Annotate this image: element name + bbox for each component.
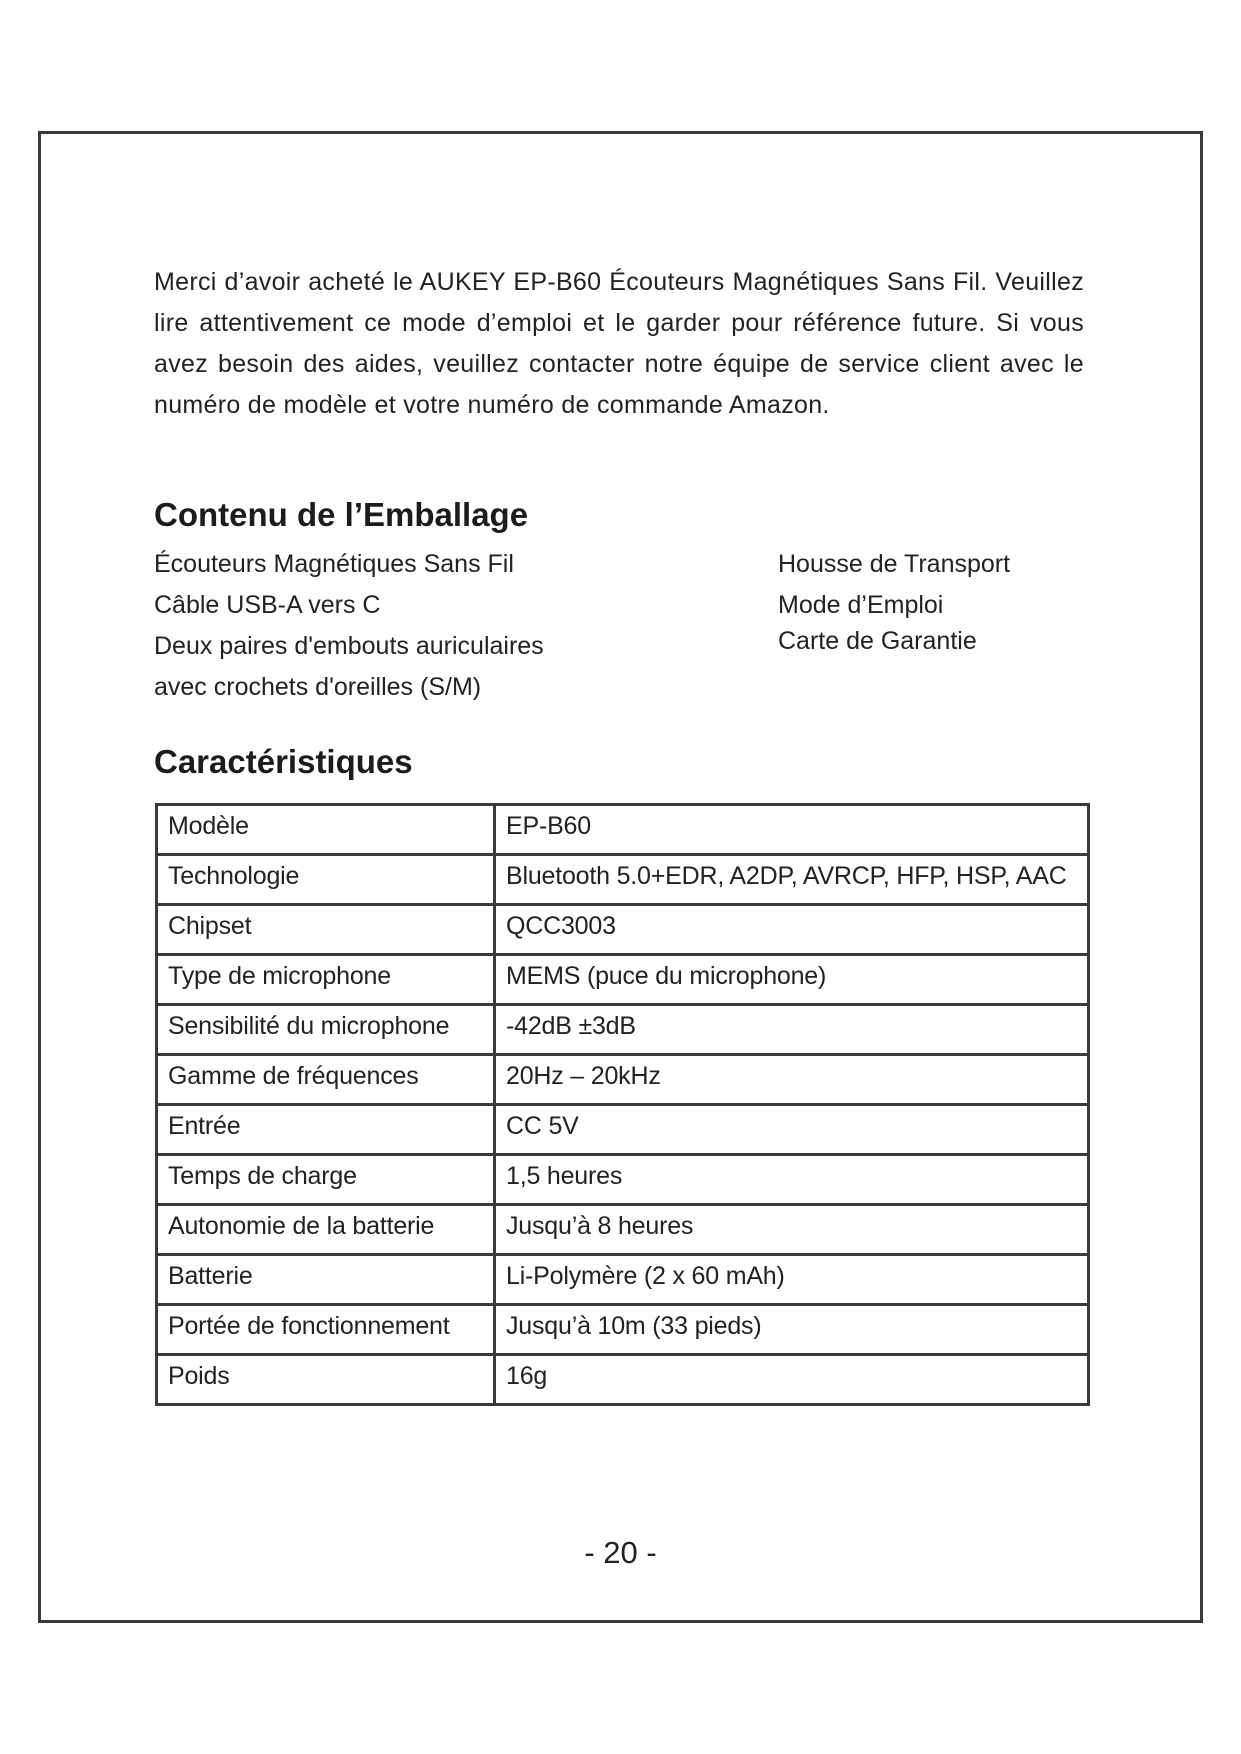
intro-paragraph: Merci d’avoir acheté le AUKEY EP-B60 Écouteurs Magnétiques Sans Fil. Veuillez lire attentivement ce mode d’emploi et le garder pour référence future. Si vous avez besoin des aides, veuillez contacter notre équipe de service client avec le numéro de modèle et votre numéro de commande Amazon. [154,268,1084,419]
spec-key: Chipset [157,905,495,955]
package-contents-right-list [778,544,1098,662]
spec-key: Modèle [157,805,495,855]
spec-value: -42dB ±3dB [495,1005,1089,1055]
spec-value: MEMS (puce du microphone) [495,955,1089,1005]
specifications-table [155,803,1090,1406]
list-item: Mode d’Emploi [778,591,944,619]
spec-key: Batterie [157,1255,495,1305]
package-contents-left-list [154,544,754,708]
page-number: - 20 - [584,1535,657,1570]
spec-value: Bluetooth 5.0+EDR, A2DP, AVRCP, HFP, HSP, AAC [495,855,1089,905]
spec-key: Entrée [157,1105,495,1155]
spec-key: Portée de fonctionnement [157,1305,495,1355]
table-row [157,855,1089,905]
spec-key: Gamme de fréquences [157,1055,495,1105]
package-contents-heading: Contenu de l’Emballage [154,496,529,533]
list-item: Deux paires d'embouts auriculaires [154,632,544,660]
spec-key: Technologie [157,855,495,905]
list-item: Câble USB-A vers C [154,591,381,619]
table-row [157,1205,1089,1255]
spec-value: Li-Polymère (2 x 60 mAh) [495,1255,1089,1305]
table-row [157,905,1089,955]
table-row [157,1155,1089,1205]
spec-key: Sensibilité du microphone [157,1005,495,1055]
spec-value: 16g [495,1355,1089,1405]
list-item: Housse de Transport [778,550,1011,578]
table-row [157,955,1089,1005]
list-item: Écouteurs Magnétiques Sans Fil [154,550,514,578]
specifications-heading: Caractéristiques [154,743,413,780]
table-row [157,1255,1089,1305]
spec-value: CC 5V [495,1105,1089,1155]
list-item: Carte de Garantie [778,627,977,655]
spec-key: Autonomie de la batterie [157,1205,495,1255]
table-row [157,1005,1089,1055]
table-row [157,1055,1089,1105]
spec-value: Jusqu’à 8 heures [495,1205,1089,1255]
spec-value: 1,5 heures [495,1155,1089,1205]
list-item: avec crochets d'oreilles (S/M) [154,673,482,701]
spec-value: Jusqu’à 10m (33 pieds) [495,1305,1089,1355]
spec-key: Poids [157,1355,495,1405]
spec-value: EP-B60 [495,805,1089,855]
spec-value: 20Hz – 20kHz [495,1055,1089,1105]
table-row [157,1305,1089,1355]
spec-key: Type de microphone [157,955,495,1005]
table-row [157,1105,1089,1155]
spec-value: QCC3003 [495,905,1089,955]
table-row [157,1355,1089,1405]
spec-key: Temps de charge [157,1155,495,1205]
table-row [157,805,1089,855]
